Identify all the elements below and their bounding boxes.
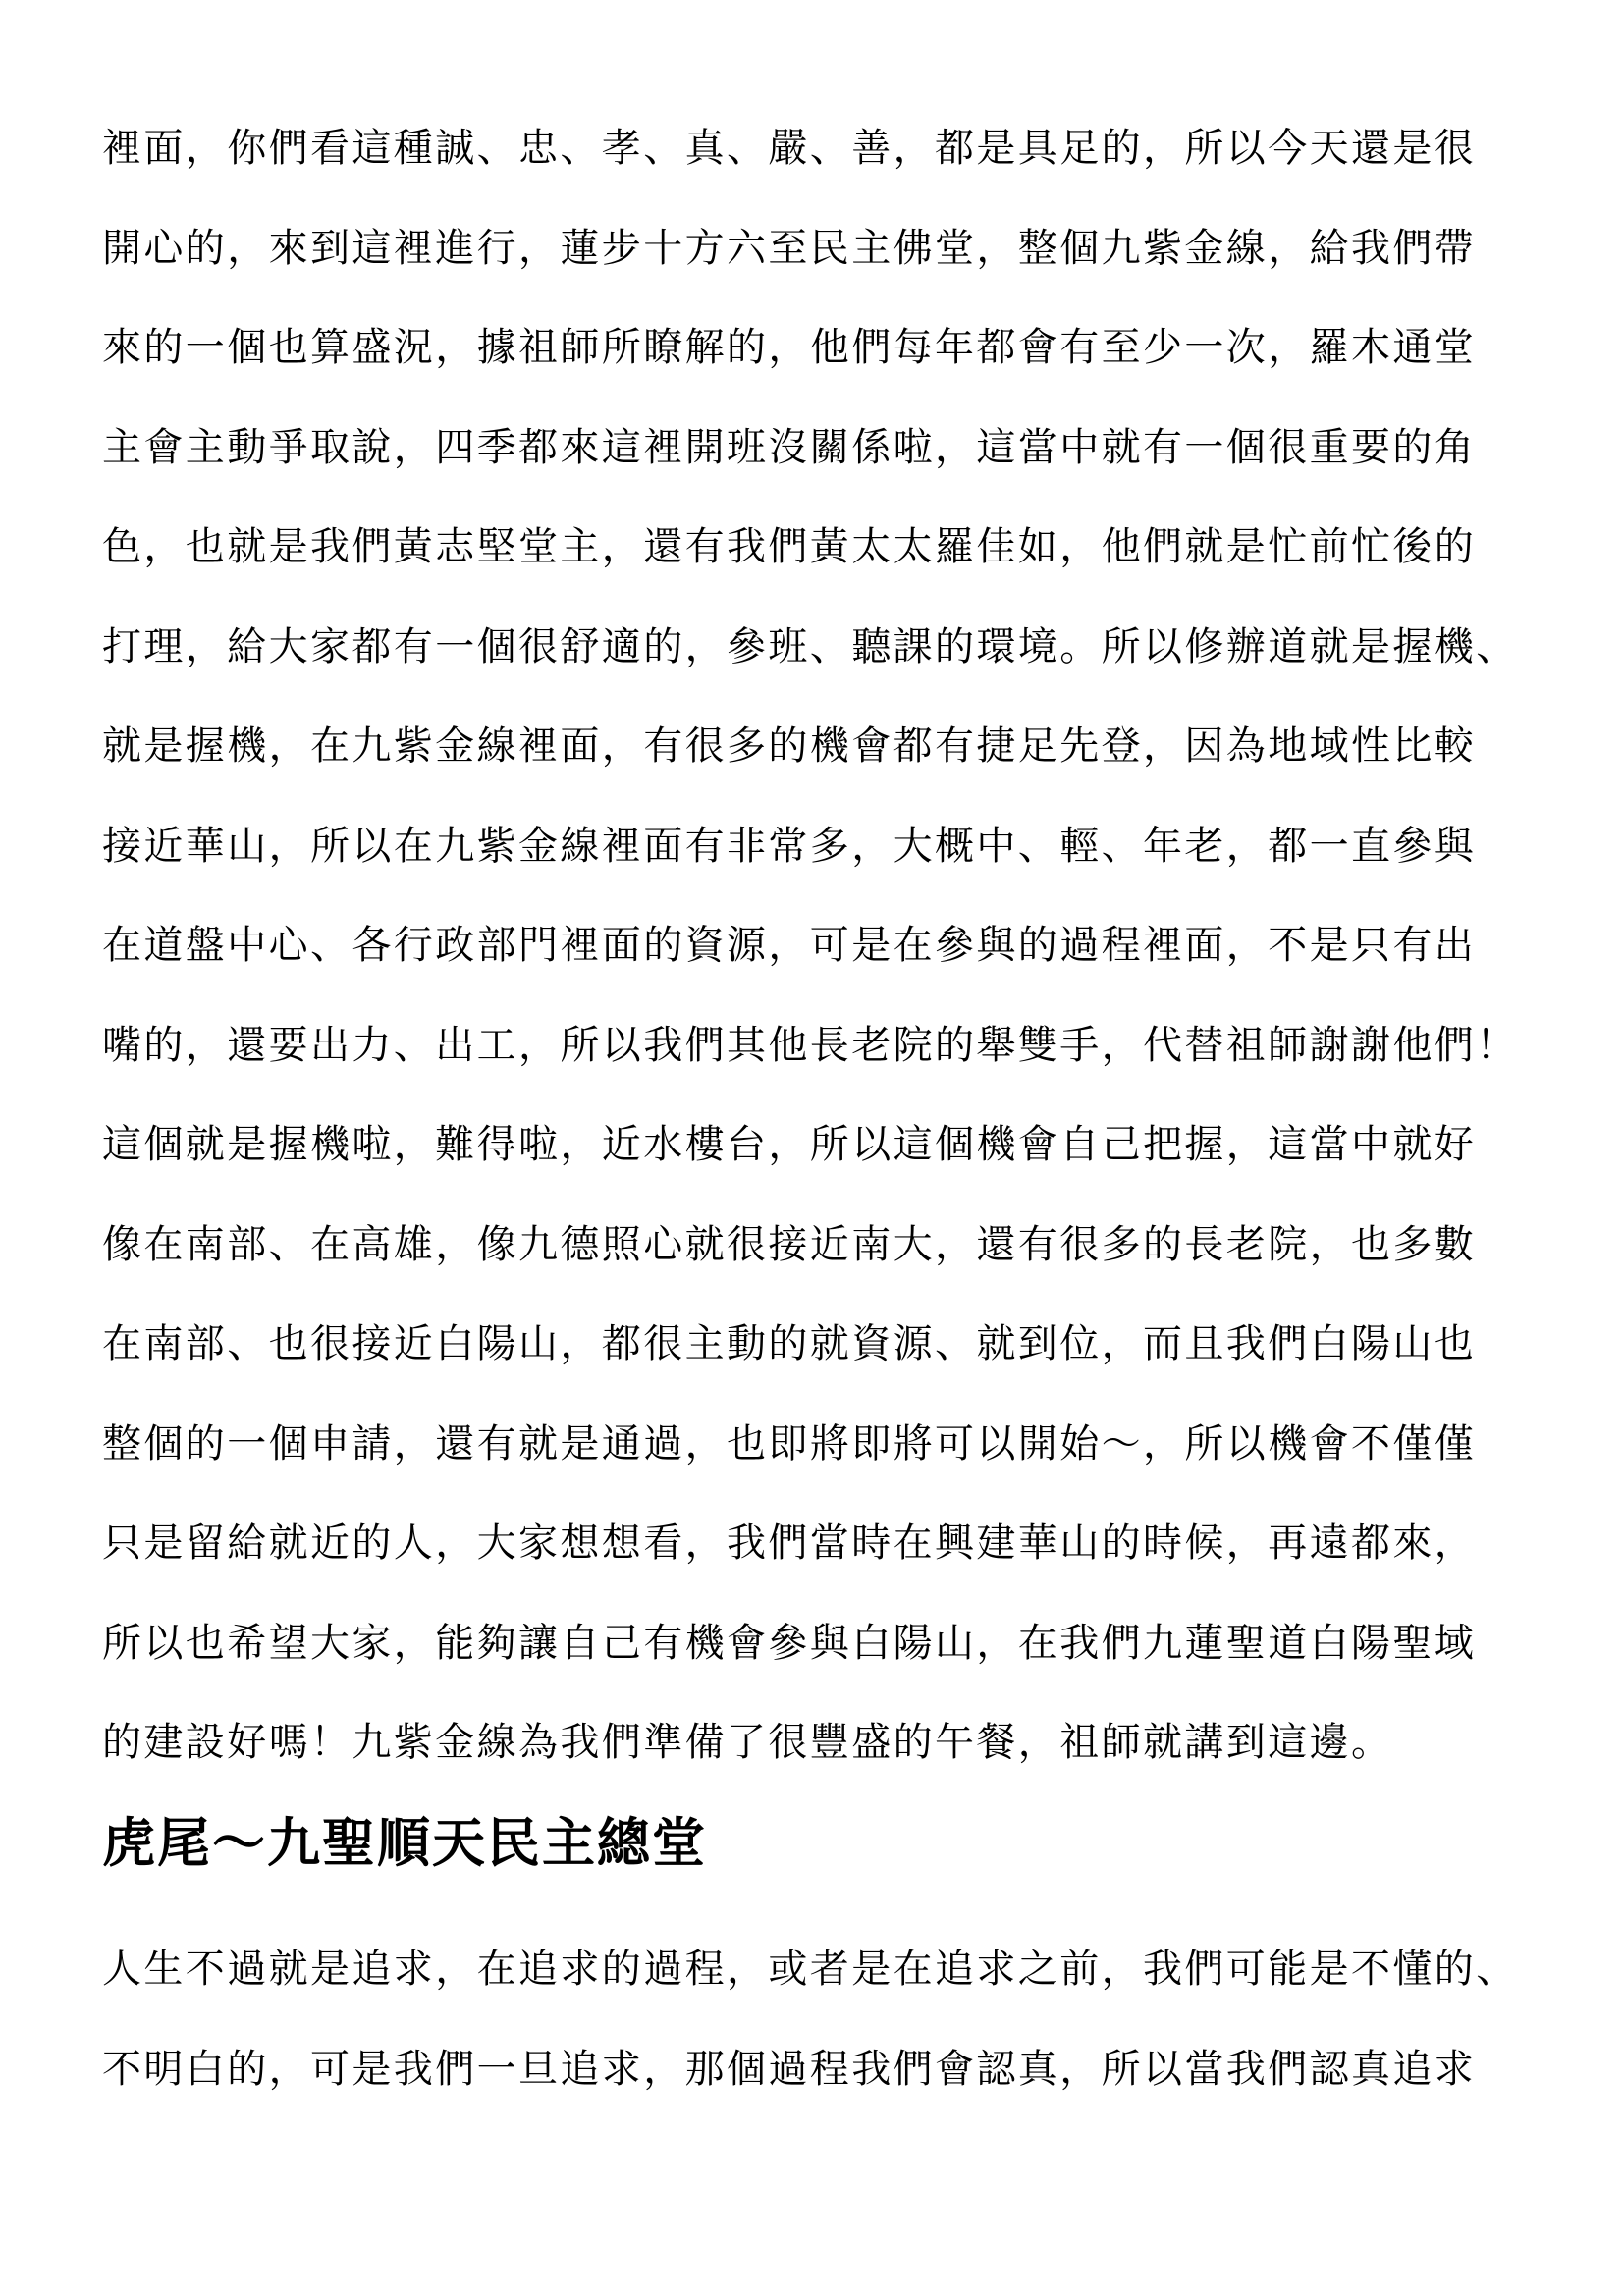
text-line: 主會主動爭取說，四季都來這裡開班沒關係啦，這當中就有一個很重要的角 [102,424,1477,470]
body-paragraph [102,99,1536,1793]
text-line: 色，也就是我們黃志堅堂主，還有我們黃太太羅佳如，他們就是忙前忙後的 [102,524,1477,569]
text-line: 裡面，你們看這種誠、忠、孝、真、嚴、善，都是具足的，所以今天還是很 [102,126,1477,171]
text-line: 打理，給大家都有一個很舒適的，參班、聽課的環境。所以修辦道就是握機、 [102,623,1518,669]
text-line: 接近華山，所以在九紫金線裡面有非常多，大概中、輕、年老，都一直參與 [102,823,1477,869]
text-line: 不明白的，可是我們一旦追求，那個過程我們會認真，所以當我們認真追求 [102,2046,1477,2092]
text-line: 整個的一個申請，還有就是通過，也即將即將可以開始～，所以機會不僅僅 [102,1420,1477,1467]
section-heading: 虎尾～九聖順天民主總堂 [102,1812,707,1874]
text-line: 開心的，來到這裡進行，蓮步十方六至民主佛堂，整個九紫金線，給我們帶 [102,225,1477,271]
text-line: 這個就是握機啦，難得啦，近水樓台，所以這個機會自己把握，這當中就好 [102,1122,1477,1167]
text-line: 嘴的，還要出力、出工，所以我們其他長老院的舉雙手，代替祖師謝謝他們！ [102,1022,1518,1068]
text-line: 像在南部、在高雄，像九德照心就很接近南大，還有很多的長老院，也多數 [102,1221,1477,1267]
text-line: 只是留給就近的人，大家想想看，我們當時在興建華山的時候，再遠都來， [102,1521,1477,1566]
text-line: 來的一個也算盛況，據祖師所瞭解的，他們每年都會有至少一次，羅木通堂 [102,325,1477,370]
text-line: 在道盤中心、各行政部門裡面的資源，可是在參與的過程裡面，不是只有出 [102,923,1477,968]
text-line: 的建設好嗎！九紫金線為我們準備了很豐盛的午餐，祖師就講到這邊。 [102,1720,1393,1765]
text-line: 就是握機，在九紫金線裡面，有很多的機會都有捷足先登，因為地域性比較 [102,723,1477,769]
text-line: 所以也希望大家，能夠讓自己有機會參與白陽山，在我們九蓮聖道白陽聖域 [102,1620,1477,1666]
body-paragraph [102,1920,1536,2119]
text-line: 在南部、也很接近白陽山，都很主動的就資源、就到位，而且我們白陽山也 [102,1321,1477,1366]
text-line: 人生不過就是追求，在追求的過程，或者是在追求之前，我們可能是不懂的、 [102,1947,1518,1992]
